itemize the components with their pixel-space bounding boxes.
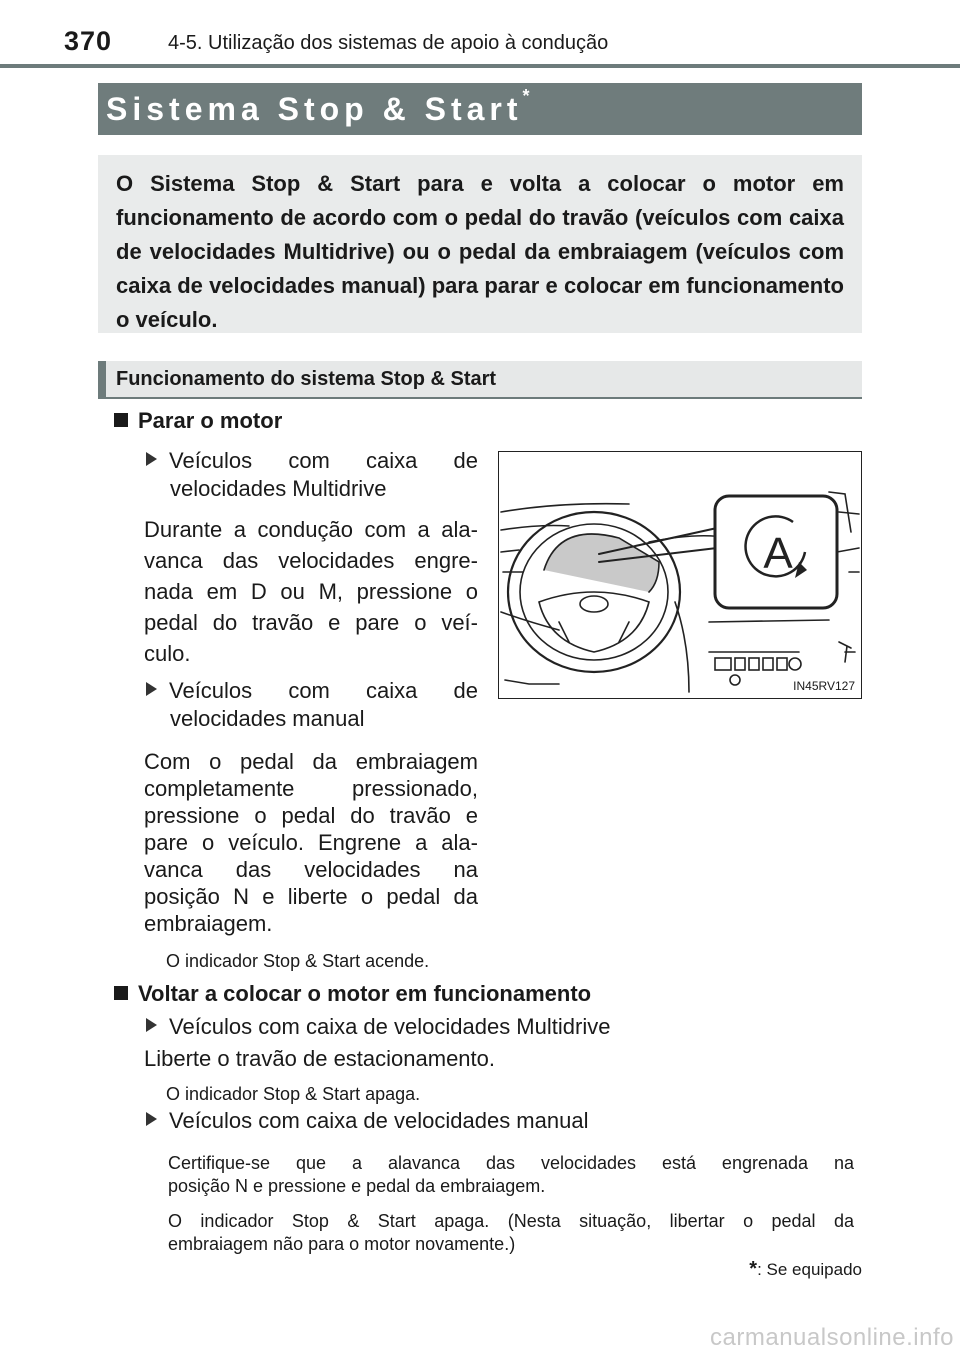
text-line: posição N e pressione e pedal da embraiagem. bbox=[168, 1176, 546, 1196]
asterisk-icon: * bbox=[749, 1258, 758, 1280]
text-line: embraiagem não para o motor novamente.) bbox=[168, 1234, 516, 1254]
text-line: vanca das velocidades engre- bbox=[144, 548, 478, 573]
bullet-word: caixa bbox=[366, 678, 418, 703]
text-line: vanca das velocidades na bbox=[144, 857, 478, 882]
intro-box bbox=[98, 155, 862, 333]
page-number: 370 bbox=[64, 26, 113, 56]
text-line: O indicador Stop & Start apaga. (Nesta situação, libertar o pedal da bbox=[168, 1211, 854, 1231]
header-rule bbox=[0, 64, 960, 68]
bullet-text: Veículos com caixa de velocidades Multidrive bbox=[169, 1014, 611, 1039]
page-title bbox=[106, 86, 530, 128]
callout-label: A bbox=[763, 529, 793, 578]
text-line: pressione o pedal do travão e bbox=[144, 803, 478, 828]
bullet-word: com bbox=[288, 678, 330, 703]
stop-indicator-note: O indicador Stop & Start acende. bbox=[166, 951, 430, 971]
triangle-bullet-icon bbox=[146, 1112, 157, 1126]
illustration-code: IN45RV127 bbox=[793, 679, 855, 693]
text-line: completamente pressionado, bbox=[144, 776, 478, 801]
restart-manual-note bbox=[168, 1152, 854, 1198]
text-line: embraiagem. bbox=[144, 911, 273, 936]
bullet-line-2: velocidades manual bbox=[170, 706, 365, 731]
restart-engine-heading bbox=[114, 981, 591, 1007]
restart-engine-heading-text: Voltar a colocar o motor em funcionamento bbox=[138, 981, 592, 1006]
page-title-text: Sistema Stop & Start bbox=[106, 91, 523, 127]
restart-indicator-note: O indicador Stop & Start apaga. bbox=[166, 1084, 421, 1104]
bullet-word: com bbox=[288, 448, 330, 473]
restart-manual-note-2 bbox=[168, 1210, 854, 1256]
title-bar bbox=[98, 83, 862, 135]
bullet-manual-stop bbox=[146, 678, 478, 732]
square-bullet-icon bbox=[114, 413, 128, 427]
square-bullet-icon bbox=[114, 986, 128, 1000]
stop-engine-heading bbox=[114, 408, 282, 434]
bullet-word: de bbox=[453, 678, 478, 703]
restart-multidrive-text: Liberte o travão de estacionamento. bbox=[144, 1046, 496, 1071]
text-line: Com o pedal da embraiagem bbox=[144, 749, 478, 774]
stop-multidrive-text bbox=[144, 514, 478, 669]
dashboard-illustration bbox=[498, 451, 862, 699]
triangle-bullet-icon bbox=[146, 452, 157, 466]
stop-engine-heading-text: Parar o motor bbox=[138, 408, 283, 433]
equipped-marker: * bbox=[522, 86, 530, 107]
watermark: carmanualsonline.info bbox=[710, 1324, 954, 1351]
triangle-bullet-icon bbox=[146, 682, 157, 696]
footnote-text: : Se equipado bbox=[757, 1260, 862, 1279]
bullet-line-2: velocidades Multidrive bbox=[170, 476, 387, 501]
text-line: pare o veículo. Engrene a ala- bbox=[144, 830, 478, 855]
footnote bbox=[749, 1258, 862, 1281]
chapter-title: 4-5. Utilização dos sistemas de apoio à condução bbox=[168, 32, 609, 54]
intro-text: O Sistema Stop & Start para e volta a colocar o motor em funcionamento de acordo com o pedal do travão (veículos com caixa de velocidades Multidrive) ou o pedal da embraiagem (veículos com caixa de velocidades manual) para parar e colocar em funcionamento o veículo. bbox=[116, 171, 844, 332]
section-title: Funcionamento do sistema Stop & Start bbox=[116, 368, 497, 390]
bullet-word: Veículos bbox=[169, 448, 253, 473]
text-line: pedal do travão e pare o veí- bbox=[144, 610, 478, 635]
bullet-word: caixa bbox=[366, 448, 418, 473]
text-line: nada em D ou M, pressione o bbox=[144, 579, 478, 604]
dashboard-drawing bbox=[499, 452, 861, 698]
text-line: culo. bbox=[144, 641, 191, 666]
section-bar bbox=[98, 361, 862, 399]
stop-manual-text bbox=[144, 748, 478, 937]
bullet-text: Veículos com caixa de velocidades manual bbox=[169, 1108, 589, 1133]
bullet-word: Veículos bbox=[169, 678, 253, 703]
bullet-manual-restart bbox=[146, 1108, 588, 1134]
section-marker bbox=[98, 361, 106, 397]
bullet-multidrive-stop bbox=[146, 448, 478, 502]
text-line: Certifique-se que a alavanca das velocidades está engrenada na bbox=[168, 1153, 854, 1173]
text-line: Durante a condução com a ala- bbox=[144, 517, 478, 542]
bullet-multidrive-restart bbox=[146, 1014, 610, 1040]
triangle-bullet-icon bbox=[146, 1018, 157, 1032]
bullet-word: de bbox=[453, 448, 478, 473]
text-line: posição N e liberte o pedal da bbox=[144, 884, 478, 909]
